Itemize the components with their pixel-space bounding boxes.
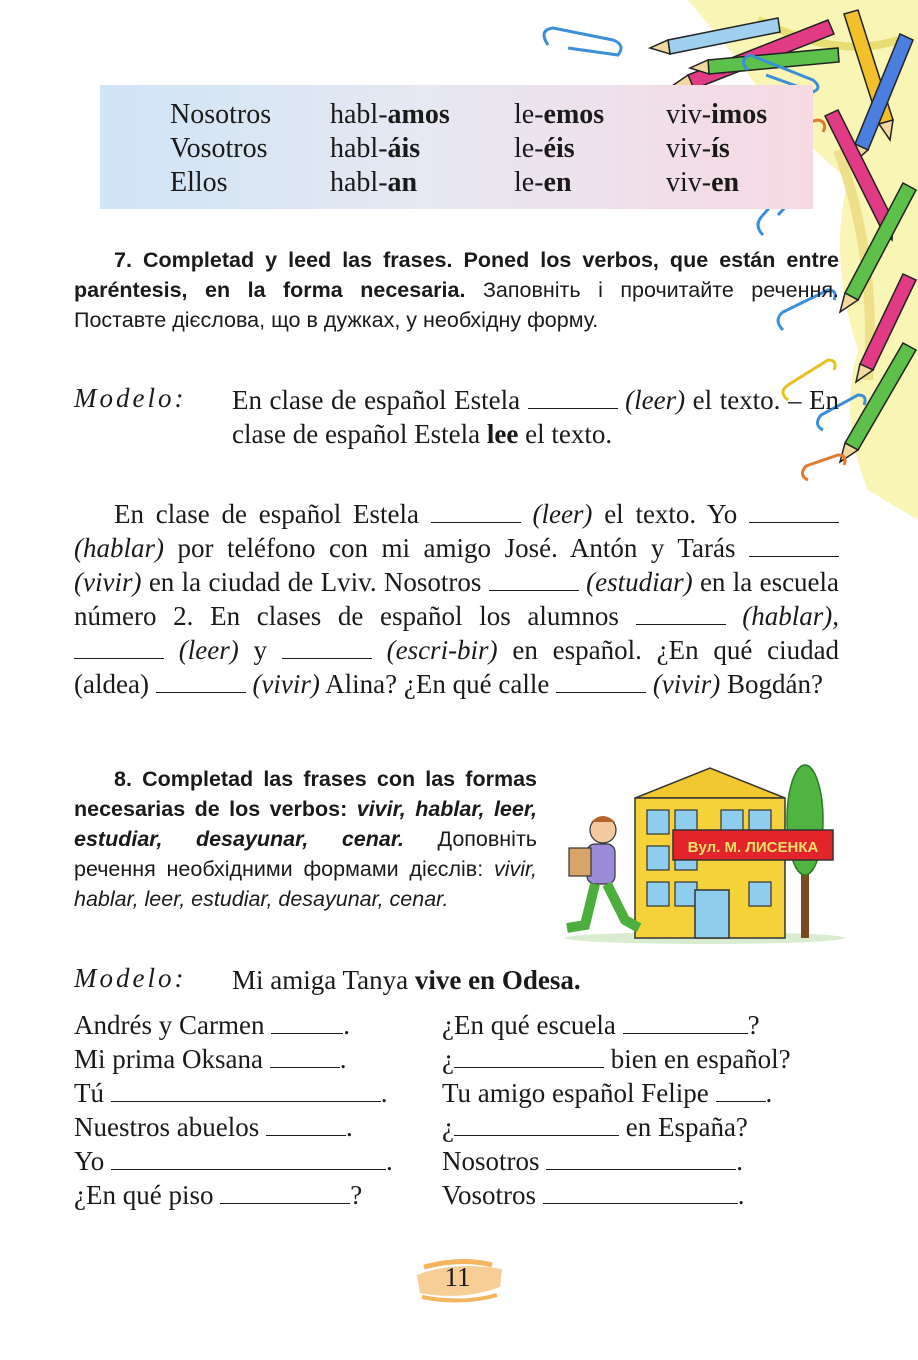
- answer-blank[interactable]: [431, 500, 521, 523]
- answer-blank[interactable]: [636, 602, 726, 625]
- hablar-form: habl-áis: [330, 133, 421, 164]
- answer-blank[interactable]: [716, 1079, 766, 1102]
- leer-form: le-éis: [514, 133, 575, 164]
- vivir-form: viv-ís: [666, 133, 730, 164]
- answer-blank[interactable]: [749, 500, 839, 523]
- hablar-form: habl-an: [330, 167, 418, 198]
- exercise-8-instruction: 8. Completad las frases con las formas necesarias de los verbos: vivir, hablar, leer, estudiar, desayunar, cenar. Доповніть речення необхідними формами дієслів: vivir, hablar, leer, estudiar, desayunar, cenar.: [74, 767, 537, 911]
- answer-blank[interactable]: [111, 1079, 381, 1102]
- school-building-illustration: [555, 760, 845, 945]
- model-sentence: Mi amiga Tanya vive en Odesa.: [232, 965, 581, 995]
- answer-blank[interactable]: [489, 568, 579, 591]
- answer-blank[interactable]: [270, 1045, 340, 1068]
- exercise-7-lead: 7. Completad y leed las frases. Poned los verbos, que están entre paréntesis, en la forma necesaria.: [74, 248, 839, 302]
- model-text: En clase de español Estela (leer) el texto. – En clase de español Estela lee el texto.: [232, 385, 840, 449]
- exercise-7-instruction: [74, 245, 839, 335]
- model-label: Modelo:: [74, 383, 187, 413]
- exercise-7-text: En clase de español Estela (leer) el texto. Yo (hablar) por teléfono con mi amigo José. Antón y Tarás (vivir) en la ciudad de Lviv. Nosotros (estudiar) en la escuela número 2. En clases de español los alumnos (hablar), (leer) y (escri-bir) en español. ¿En qué ciudad (aldea) (vivir) Alina? ¿En qué calle (vivir) Bogdán?: [74, 499, 840, 699]
- exercise-line: Yo .: [74, 1146, 393, 1176]
- leer-form: le-en: [514, 167, 572, 198]
- answer-blank[interactable]: [454, 1113, 619, 1136]
- answer-blank[interactable]: [454, 1045, 604, 1068]
- conjugation-table: [100, 85, 813, 209]
- answer-blank[interactable]: [74, 636, 164, 659]
- answer-blank[interactable]: [220, 1181, 350, 1204]
- street-sign: Вул. М. ЛИСЕНКА: [687, 839, 819, 856]
- exercise-7-translation: Заповніть і прочитайте речення. Поставте дієслова, що в дужках, у необхідну форму.: [74, 278, 839, 332]
- exercise-line: Mi prima Oksana .: [74, 1044, 347, 1074]
- vivir-form: viv-en: [666, 167, 740, 198]
- hablar-form: habl-amos: [330, 99, 450, 130]
- vivir-form: viv-imos: [666, 99, 768, 130]
- answer-blank[interactable]: [271, 1011, 343, 1034]
- pronoun: Nosotros: [170, 99, 272, 130]
- exercise-line: Andrés y Carmen .: [74, 1010, 350, 1040]
- answer-blank[interactable]: [623, 1011, 748, 1034]
- exercise-8-lead: 8. Completad las frases con las formas necesarias de los verbos:: [74, 767, 537, 821]
- answer-blank[interactable]: [111, 1147, 386, 1170]
- pronoun: Ellos: [170, 167, 228, 198]
- page-number: 11: [444, 1262, 471, 1292]
- answer-blank[interactable]: [543, 1181, 738, 1204]
- pronoun: Vosotros: [170, 133, 268, 164]
- exercise-line: ¿ bien en español?: [442, 1044, 791, 1074]
- exercise-8-translation: Доповніть речення необхідними формами дієслів:: [74, 827, 537, 881]
- exercise-line: ¿ en España?: [442, 1112, 748, 1142]
- answer-blank[interactable]: [266, 1113, 346, 1136]
- exercise-line: Tu amigo español Felipe .: [442, 1078, 773, 1108]
- answer-blank[interactable]: [556, 670, 646, 693]
- exercise-line: Nuestros abuelos .: [74, 1112, 353, 1142]
- answer-blank[interactable]: [749, 534, 839, 557]
- answer-blank[interactable]: [156, 670, 246, 693]
- exercise-line: Nosotros .: [442, 1146, 744, 1176]
- exercise-line: Vosotros .: [442, 1180, 745, 1210]
- answer-blank[interactable]: [546, 1147, 736, 1170]
- answer-blank[interactable]: [282, 636, 372, 659]
- model-label: Modelo:: [74, 963, 187, 993]
- leer-form: le-emos: [514, 99, 605, 130]
- exercise-line: ¿En qué escuela ?: [442, 1010, 760, 1040]
- exercise-line: ¿En qué piso ?: [74, 1180, 363, 1210]
- exercise-line: Tú .: [74, 1078, 388, 1108]
